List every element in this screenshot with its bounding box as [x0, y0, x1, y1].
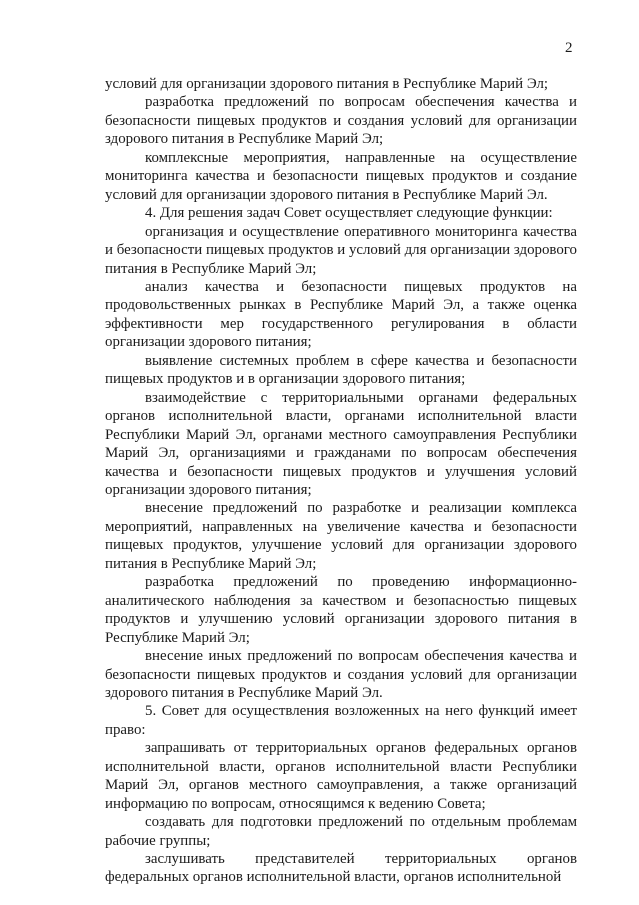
paragraph: заслушивать представителей территориальных органов федеральных органов исполнительной власти, органов исполнительной	[105, 851, 577, 886]
paragraph: анализ качества и безопасности пищевых продуктов на продовольственных рынках в Республике Марий Эл, а также оценка эффективности мер государственного регулирования в области организации здорового питания;	[105, 278, 577, 351]
document-body	[105, 75, 577, 887]
paragraph: выявление системных проблем в сфере качества и безопасности пищевых продуктов и в организации здорового питания;	[105, 352, 577, 388]
paragraph: создавать для подготовки предложений по отдельным проблемам рабочие группы;	[105, 814, 577, 849]
paragraph: организация и осуществление оперативного мониторинга качества и безопасности пищевых продуктов и условий для организации здорового питания в Республике Марий Эл;	[105, 223, 577, 277]
page-number: 2	[565, 40, 573, 56]
paragraph: разработка предложений по вопросам обеспечения качества и безопасности пищевых продуктов и создания условий для организации здорового питания в Республике Марий Эл;	[105, 94, 577, 148]
paragraph: запрашивать от территориальных органов федеральных органов исполнительной власти, органов исполнительной власти Республики Марий Эл, органов местного самоуправления, а также организаций информацию по вопросам, относящимся к ведению Совета;	[105, 740, 577, 812]
paragraph: внесение предложений по разработке и реализации комплекса мероприятий, направленных на увеличение качества и безопасности пищевых продуктов, улучшение условий для организации здорового питания в Республике Марий Эл;	[105, 500, 577, 572]
paragraph: комплексные мероприятия, направленные на осуществление мониторинга качества и безопасности пищевых продуктов и создание условий для организации здорового питания в Республике Марий Эл.	[105, 149, 577, 203]
paragraph: внесение иных предложений по вопросам обеспечения качества и безопасности пищевых продуктов и создания условий для организации здорового питания в Республике Марий Эл.	[105, 648, 577, 701]
section-heading-4: 4. Для решения задач Совет осуществляет следующие функции:	[145, 205, 553, 222]
paragraph: разработка предложений по проведению информационно-аналитического наблюдения за качеством и безопасностью пищевых продуктов и улучшению условий организации здорового питания в Республике Марий Эл;	[105, 574, 577, 646]
paragraph: взаимодействие с территориальными органами федеральных органов исполнительной власти, органами исполнительной власти Республики Марий Эл, органами местного самоуправления Республики Марий Эл, организациями и гражданами по вопросам обеспечения качества и безопасности пищевых продуктов и улучшения условий организации здорового питания;	[105, 389, 577, 498]
paragraph-continuation: условий для организации здорового питания в Республике Марий Эл;	[105, 76, 549, 92]
section-heading-5: 5. Совет для осуществления возложенных на него функций имеет право:	[105, 703, 577, 738]
